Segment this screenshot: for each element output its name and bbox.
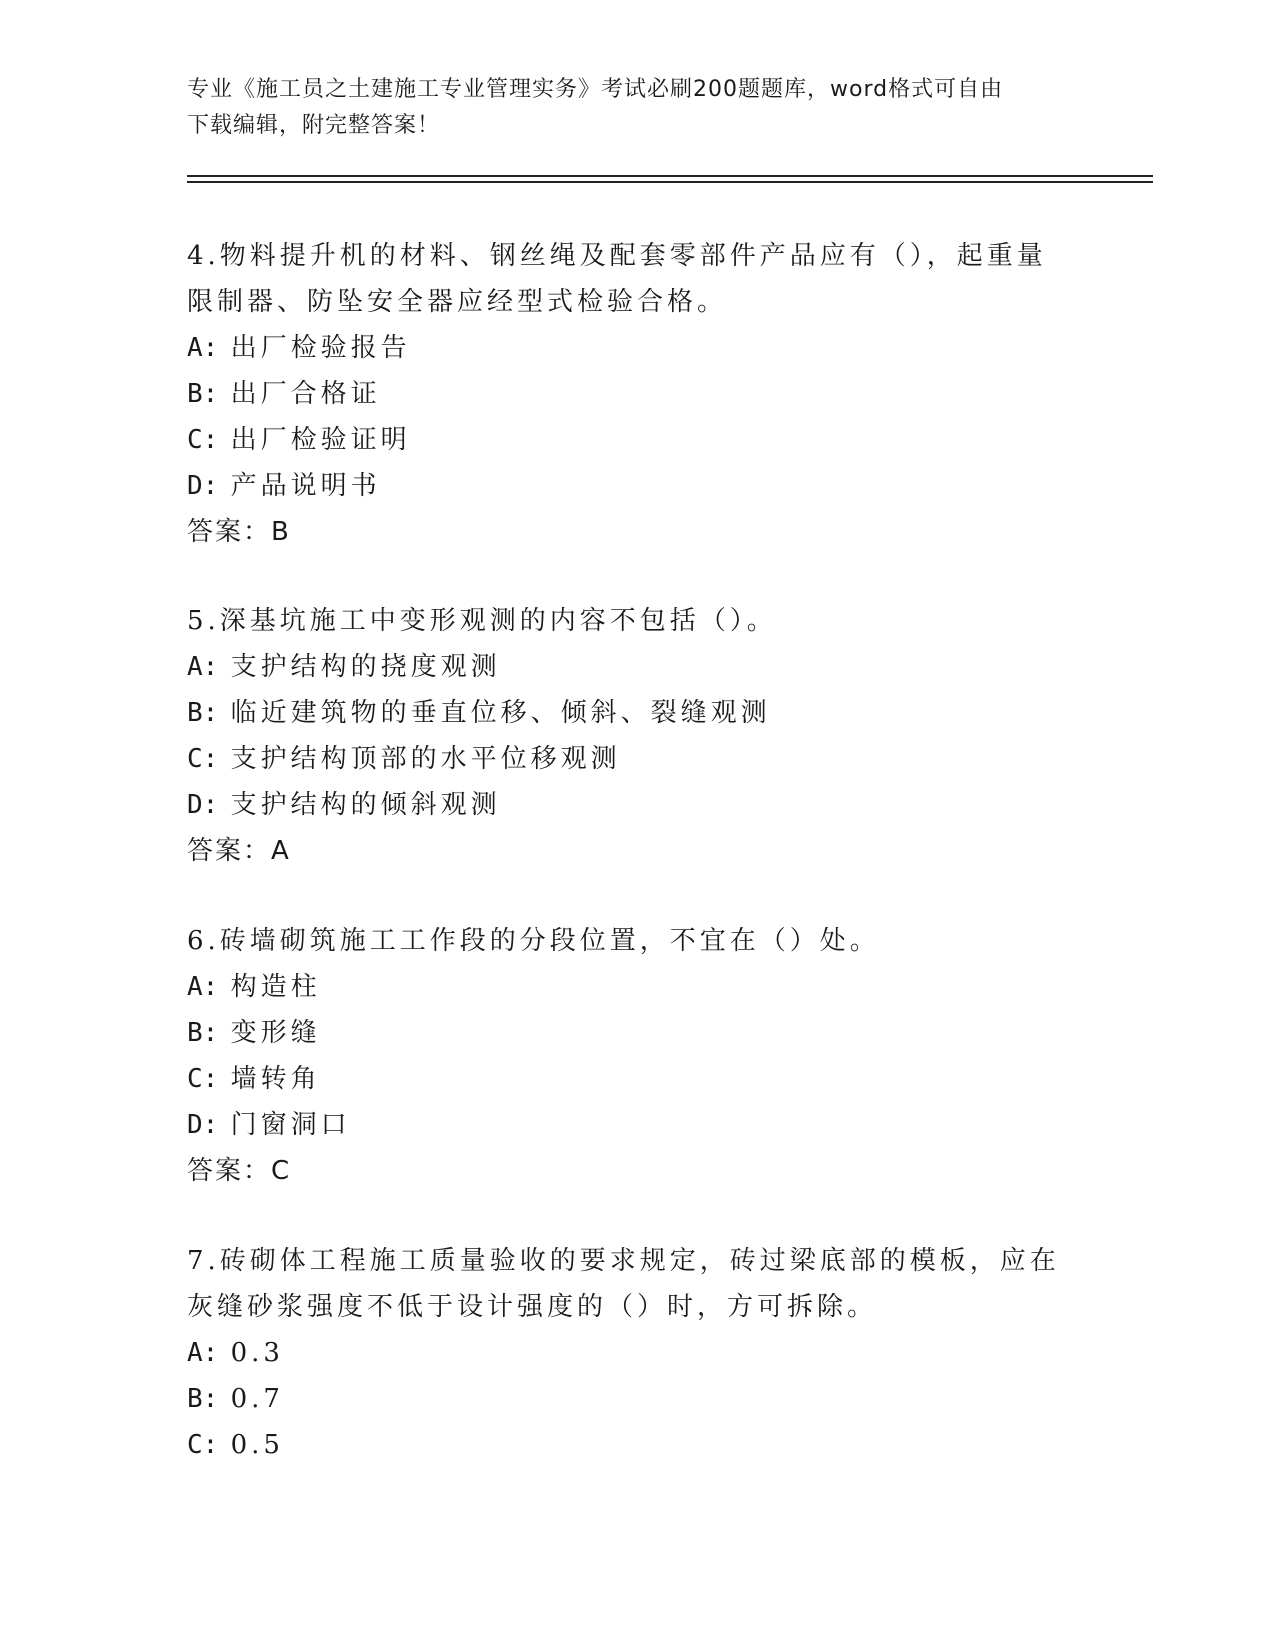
option-c <box>187 1056 1067 1102</box>
question-4 <box>187 233 1067 555</box>
option-a <box>187 1330 1067 1376</box>
option-text: 出厂检验证明 <box>230 425 411 455</box>
option-text: 构造柱 <box>230 972 321 1002</box>
option-b <box>187 371 1067 417</box>
option-letter: D: <box>187 790 219 820</box>
option-b <box>187 1376 1067 1422</box>
option-text: 0.3 <box>230 1338 284 1368</box>
option-letter: A: <box>187 333 219 363</box>
option-text: 门窗洞口 <box>230 1110 351 1140</box>
option-letter: A: <box>187 972 219 1002</box>
option-b <box>187 690 1067 736</box>
question-7 <box>187 1238 1067 1468</box>
answer-line: 答案：B <box>187 517 291 547</box>
option-text: 出厂合格证 <box>230 379 381 409</box>
answer-line: 答案：A <box>187 836 291 866</box>
option-b <box>187 1010 1067 1056</box>
option-text: 0.5 <box>230 1430 284 1460</box>
option-a <box>187 325 1067 371</box>
option-c <box>187 736 1067 782</box>
option-text: 支护结构的倾斜观测 <box>230 790 501 820</box>
option-letter: A: <box>187 652 219 682</box>
document-header <box>187 72 1087 144</box>
header-line-1: 专业《施工员之土建施工专业管理实务》考试必刷200题题库，word格式可自由 <box>187 77 1004 102</box>
option-c <box>187 1422 1067 1468</box>
option-a <box>187 644 1067 690</box>
option-letter: B: <box>187 698 219 728</box>
question-text: 7.砖砌体工程施工质量验收的要求规定，砖过梁底部的模板，应在灰缝砂浆强度不低于设计强度的（）时，方可拆除。 <box>187 1246 1060 1322</box>
question-text: 4.物料提升机的材料、钢丝绳及配套零部件产品应有（），起重量限制器、防坠安全器应经型式检验合格。 <box>187 241 1047 317</box>
question-5 <box>187 598 1067 874</box>
option-text: 0.7 <box>230 1384 284 1414</box>
option-letter: A: <box>187 1338 219 1368</box>
option-d <box>187 463 1067 509</box>
option-letter: D: <box>187 1110 219 1140</box>
option-letter: C: <box>187 744 219 774</box>
option-a <box>187 964 1067 1010</box>
question-text: 6.砖墙砌筑施工工作段的分段位置，不宜在（）处。 <box>187 926 880 956</box>
option-text: 临近建筑物的垂直位移、倾斜、裂缝观测 <box>230 698 771 728</box>
option-d <box>187 1102 1067 1148</box>
option-letter: B: <box>187 1384 219 1414</box>
header-divider-top <box>187 175 1153 177</box>
header-divider-bottom <box>187 181 1153 183</box>
option-text: 支护结构顶部的水平位移观测 <box>230 744 621 774</box>
option-letter: C: <box>187 425 219 455</box>
option-text: 出厂检验报告 <box>230 333 411 363</box>
question-text: 5.深基坑施工中变形观测的内容不包括（）。 <box>187 606 777 636</box>
option-text: 支护结构的挠度观测 <box>230 652 501 682</box>
option-letter: C: <box>187 1430 219 1460</box>
option-letter: B: <box>187 1018 219 1048</box>
option-letter: B: <box>187 379 219 409</box>
option-text: 产品说明书 <box>230 471 381 501</box>
option-c <box>187 417 1067 463</box>
option-d <box>187 782 1067 828</box>
answer-line: 答案：C <box>187 1156 292 1186</box>
header-line-2: 下载编辑，附完整答案！ <box>187 113 441 138</box>
option-letter: D: <box>187 471 219 501</box>
option-text: 变形缝 <box>230 1018 321 1048</box>
option-letter: C: <box>187 1064 219 1094</box>
option-text: 墙转角 <box>230 1064 321 1094</box>
question-6 <box>187 918 1067 1194</box>
